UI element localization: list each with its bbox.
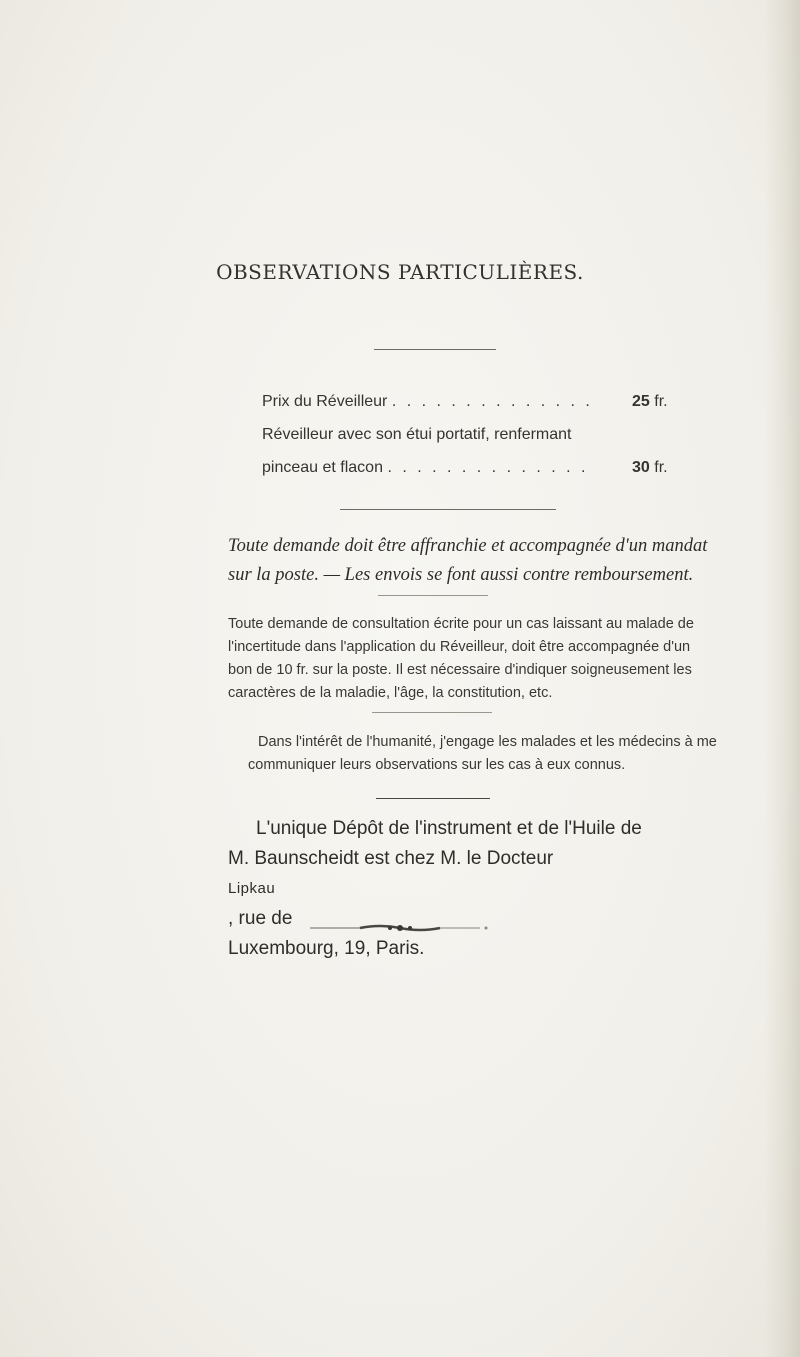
depot-text: M. Baunscheidt est chez M. le Docteur (228, 848, 554, 869)
paragraph-line: Toute demande de consultation écrite pour un cas laissant au malade de (228, 616, 694, 632)
doctor-name: Lipkau (228, 880, 276, 897)
notice-line: Toute demande doit être affranchie et accompagnée d'un mandat (228, 536, 708, 556)
humanity-paragraph (248, 731, 800, 777)
paragraph-line: Dans l'intérêt de l'humanité, j'engage les malades et les médecins à me (258, 734, 717, 750)
price-unit: fr. (654, 393, 668, 410)
paragraph-line: bon de 10 fr. sur la poste. Il est nécessaire d'indiquer soigneusement les (228, 662, 692, 678)
title-divider (374, 349, 496, 350)
paragraph-line: caractères de la maladie, l'âge, la constitution, etc. (228, 685, 553, 701)
price-value: 30 (632, 459, 650, 476)
price-unit: fr. (654, 459, 668, 476)
depot-text: , rue de (228, 908, 293, 929)
price-label: Prix du Réveilleur (262, 393, 388, 410)
consultation-paragraph (228, 613, 788, 705)
consultation-divider (372, 712, 492, 713)
ornamental-divider-icon (310, 923, 490, 933)
shipping-notice (228, 532, 788, 590)
price-row-reveilleur (262, 393, 593, 411)
price-value: 25 (632, 393, 650, 410)
notice-divider (378, 595, 488, 596)
price-label: pinceau et flacon (262, 459, 383, 476)
depot-paragraph (228, 814, 788, 964)
price-label: Réveilleur avec son étui portatif, renfermant (262, 426, 572, 443)
leader-dots: . . . . . . . . . . . . . . (387, 459, 589, 476)
leader-dots: . . . . . . . . . . . . . . (391, 393, 593, 410)
price-row-etui-line1 (262, 426, 571, 444)
price-row-etui-line2 (262, 459, 588, 477)
depot-line: L'unique Dépôt de l'instrument et de l'Huile de (256, 818, 642, 839)
price-amount-reveilleur (632, 393, 668, 411)
price-amount-etui (632, 459, 668, 477)
paragraph-line: communiquer leurs observations sur les cas à eux connus. (248, 757, 626, 773)
depot-line (228, 844, 788, 934)
paragraph-line: l'incertitude dans l'application du Réveilleur, doit être accompagnée d'un (228, 639, 691, 655)
humanity-divider (376, 798, 490, 799)
notice-line: sur la poste. — Les envois se font aussi contre remboursement. (228, 565, 694, 585)
page-title: OBSERVATIONS PARTICULIÈRES. (216, 260, 584, 284)
depot-line: Luxembourg, 19, Paris. (228, 938, 425, 959)
prices-divider (340, 509, 556, 510)
